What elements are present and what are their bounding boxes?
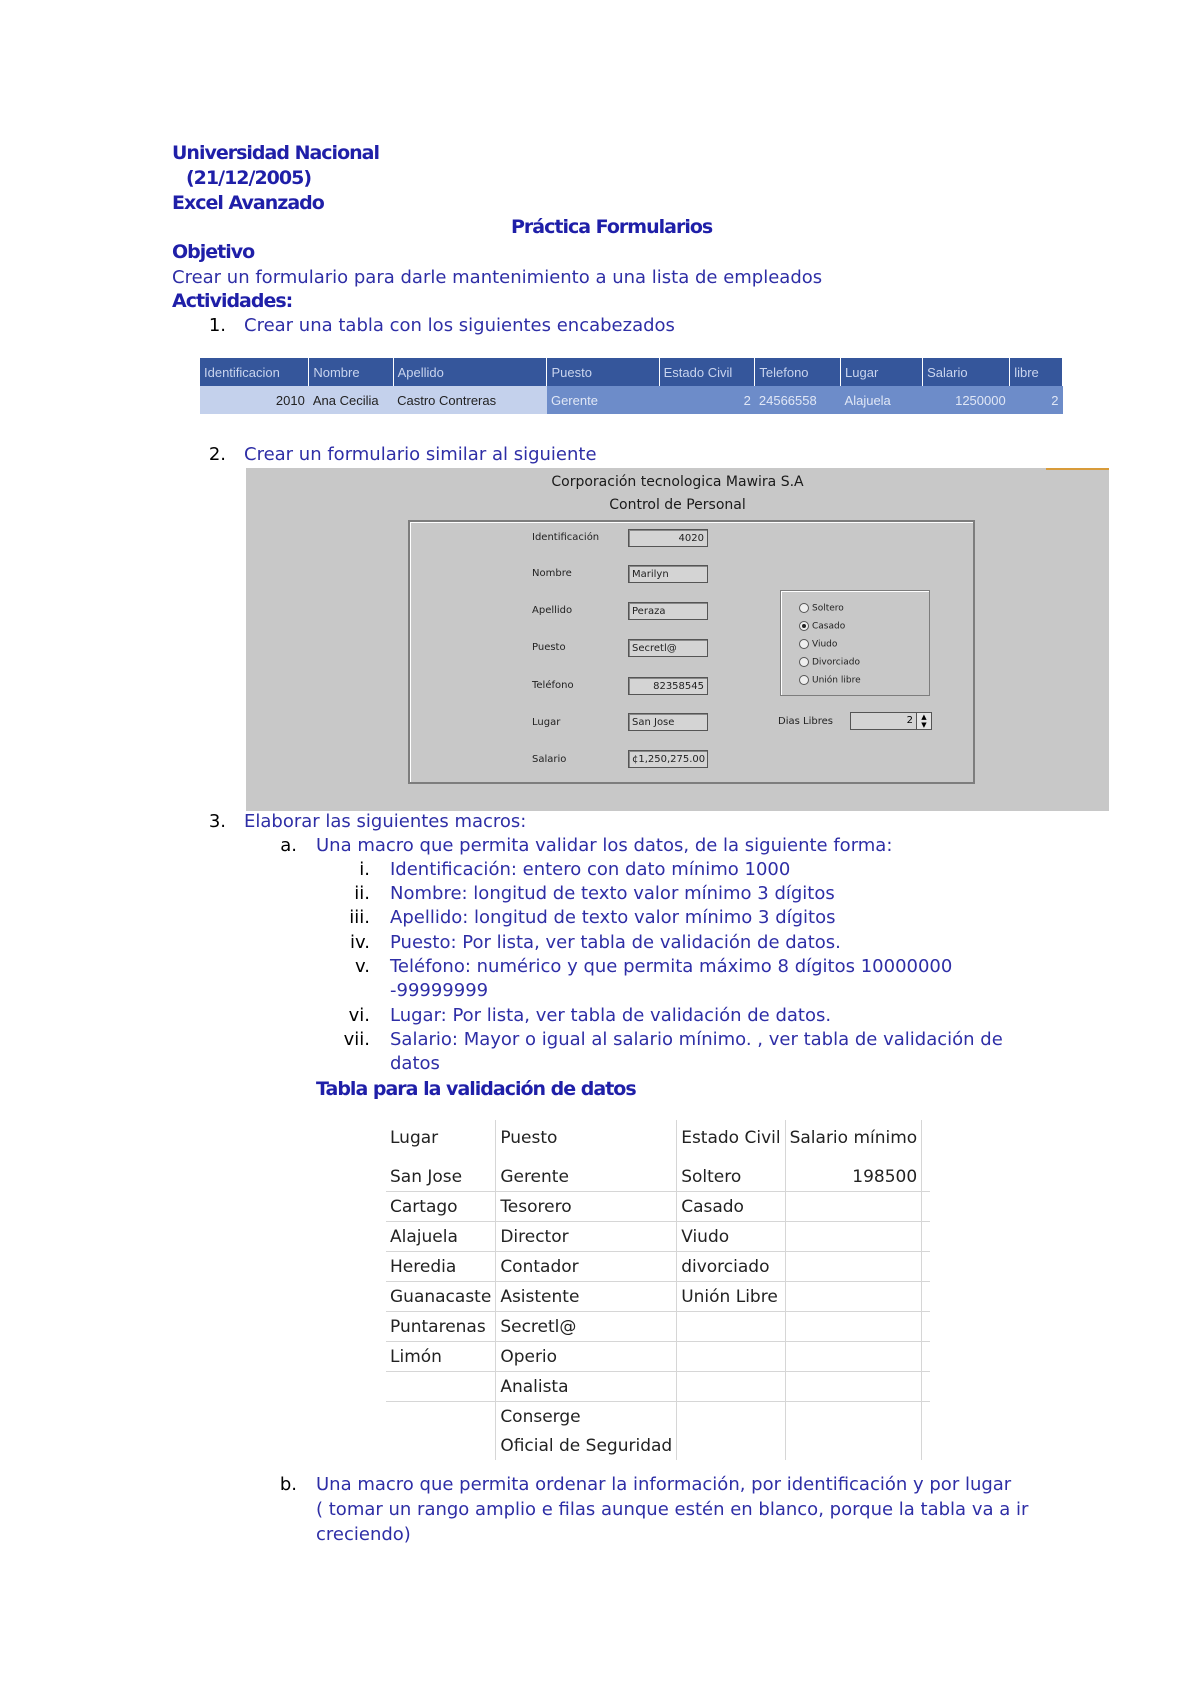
rule-apellido: Apellido: longitud de texto valor mínimo 3 dígitos	[390, 907, 836, 928]
table-row	[386, 1312, 930, 1342]
form-company-title: Corporación tecnologica Mawira S.A	[551, 474, 804, 490]
table-cell	[677, 1342, 785, 1372]
table-cell: Heredia	[386, 1252, 496, 1282]
table-cell	[785, 1252, 922, 1282]
table-cell	[677, 1431, 785, 1460]
course-name: Excel Avanzado	[172, 192, 324, 214]
table-header-row	[200, 358, 1063, 386]
form-label-telefono: Teléfono	[532, 680, 574, 691]
table-header-cell	[922, 1120, 931, 1156]
macro-a-text: Una macro que permita validar los datos, de la siguiente forma:	[316, 835, 893, 856]
rule-telefono: Teléfono: numérico y que permita máximo 8 dígitos 10000000	[390, 956, 953, 977]
form-label-lugar: Lugar	[532, 717, 561, 728]
activity-1-text: Crear una tabla con los siguientes encabezados	[244, 315, 675, 336]
table-cell: 1250000	[923, 386, 1010, 414]
spinner-arrows-icon[interactable]: ▲ ▼	[916, 713, 931, 729]
radio-casado[interactable]	[799, 621, 845, 632]
table-cell	[677, 1372, 785, 1402]
macro-b-line3: creciendo)	[316, 1524, 411, 1545]
table-row	[386, 1192, 930, 1222]
list-marker: 1.	[208, 315, 226, 336]
dias-libres-value: 2	[906, 715, 913, 726]
table-cell: Analista	[496, 1372, 677, 1402]
table-header-cell: Puesto	[496, 1120, 677, 1156]
rule-salario-cont: datos	[390, 1053, 440, 1074]
objective-heading: Objetivo	[172, 241, 255, 263]
list-marker: a.	[280, 835, 297, 856]
activity-3-text: Elaborar las siguientes macros:	[244, 811, 527, 832]
form-label-puesto: Puesto	[532, 642, 566, 653]
puesto-input[interactable]: Secretl@	[628, 639, 708, 657]
table-header-cell: Nombre	[309, 358, 393, 386]
table-cell: Secretl@	[496, 1312, 677, 1342]
table-cell	[677, 1312, 785, 1342]
list-marker: 3.	[208, 811, 226, 832]
table-cell: Viudo	[677, 1222, 785, 1252]
table-cell	[386, 1431, 496, 1460]
table-cell: Limón	[386, 1342, 496, 1372]
dias-libres-spinner[interactable]	[850, 712, 932, 730]
radio-label: Soltero	[812, 603, 844, 614]
table-cell	[386, 1372, 496, 1402]
form-label-nombre: Nombre	[532, 568, 572, 579]
table-cell	[785, 1402, 922, 1432]
rule-puesto: Puesto: Por lista, ver tabla de validación de datos.	[390, 932, 841, 953]
rule-identificacion: Identificación: entero con dato mínimo 1000	[390, 859, 791, 880]
rule-lugar: Lugar: Por lista, ver tabla de validación de datos.	[390, 1005, 832, 1026]
radio-circle-icon	[799, 657, 809, 667]
table-row	[386, 1222, 930, 1252]
form-label-apellido: Apellido	[532, 605, 573, 616]
apellido-input[interactable]: Peraza	[628, 602, 708, 620]
rule-telefono-cont: -99999999	[390, 980, 489, 1001]
table-cell: 2	[1010, 386, 1063, 414]
list-marker: iv.	[350, 932, 370, 953]
estado-civil-group	[780, 590, 930, 696]
list-marker: vi.	[348, 1005, 370, 1026]
table-header-cell: Puesto	[547, 358, 659, 386]
list-marker: b.	[279, 1474, 297, 1495]
table-cell: San Jose	[386, 1156, 496, 1192]
table-cell	[677, 1402, 785, 1432]
table-cell: Tesorero	[496, 1192, 677, 1222]
employee-header-table	[200, 358, 1063, 414]
table-cell	[922, 1156, 931, 1192]
table-cell	[785, 1282, 922, 1312]
macro-b-line2: ( tomar un rango amplio e filas aunque estén en blanco, porque la tabla va a ir	[316, 1499, 1029, 1520]
radio-selected-icon	[799, 621, 809, 631]
table-cell: 198500	[785, 1156, 922, 1192]
radio-label: Unión libre	[812, 675, 861, 686]
radio-label: Viudo	[812, 639, 838, 650]
activities-heading: Actividades:	[172, 290, 293, 312]
table-cell	[922, 1312, 931, 1342]
table-cell: Director	[496, 1222, 677, 1252]
table-cell: 2010	[200, 386, 309, 414]
table-cell: Guanacaste	[386, 1282, 496, 1312]
lugar-input[interactable]: San Jose	[628, 713, 708, 731]
table-header-cell: Estado Civil	[659, 358, 755, 386]
university-name: Universidad Nacional	[172, 142, 379, 164]
page-title: Práctica Formularios	[511, 216, 713, 238]
list-marker: vii.	[343, 1029, 370, 1050]
list-marker: ii.	[354, 883, 370, 904]
validation-table	[386, 1120, 930, 1460]
table-cell	[785, 1431, 922, 1460]
table-cell	[922, 1252, 931, 1282]
table-cell: Alajuela	[386, 1222, 496, 1252]
nombre-input[interactable]: Marilyn	[628, 565, 708, 583]
table-cell: Cartago	[386, 1192, 496, 1222]
table-cell: Gerente	[547, 386, 659, 414]
table-cell: Gerente	[496, 1156, 677, 1192]
table-cell	[785, 1342, 922, 1372]
table-header-cell: Lugar	[386, 1120, 496, 1156]
table-header-cell: Apellido	[393, 358, 547, 386]
salario-input[interactable]: ¢1,250,275.00	[628, 750, 708, 768]
table-cell	[386, 1402, 496, 1432]
table-row	[200, 386, 1063, 414]
table-cell	[922, 1342, 931, 1372]
table-cell	[785, 1312, 922, 1342]
table-header-row	[386, 1120, 930, 1156]
table-cell	[922, 1372, 931, 1402]
list-marker: v.	[355, 956, 370, 977]
table-row	[386, 1282, 930, 1312]
radio-divorciado[interactable]	[799, 657, 860, 668]
identificacion-input[interactable]: 4020	[628, 529, 708, 547]
table-cell: Conserge	[496, 1402, 677, 1432]
table-cell	[922, 1192, 931, 1222]
table-cell: Unión Libre	[677, 1282, 785, 1312]
form-label-salario: Salario	[532, 754, 567, 765]
table-cell	[922, 1222, 931, 1252]
table-header-cell: Lugar	[841, 358, 923, 386]
table-cell: Puntarenas	[386, 1312, 496, 1342]
table-cell: 24566558	[755, 386, 841, 414]
table-header-cell: Estado Civil	[677, 1120, 785, 1156]
table-row	[386, 1402, 930, 1432]
radio-soltero[interactable]	[799, 603, 844, 614]
radio-label: Divorciado	[812, 657, 860, 668]
table-header-cell: Salario	[923, 358, 1010, 386]
radio-union-libre[interactable]	[799, 675, 861, 686]
radio-viudo[interactable]	[799, 639, 837, 650]
radio-circle-icon	[799, 603, 809, 613]
table-row	[386, 1156, 930, 1192]
table-cell	[785, 1192, 922, 1222]
list-marker: i.	[359, 859, 370, 880]
objective-text: Crear un formulario para darle mantenimiento a una lista de empleados	[172, 267, 823, 288]
rule-nombre: Nombre: longitud de texto valor mínimo 3 dígitos	[390, 883, 835, 904]
table-cell	[922, 1431, 931, 1460]
table-header-cell: Salario mínimo	[785, 1120, 922, 1156]
table-cell: Asistente	[496, 1282, 677, 1312]
macro-b-line1: Una macro que permita ordenar la información, por identificación y por lugar	[316, 1474, 1012, 1495]
table-row	[386, 1342, 930, 1372]
table-cell	[922, 1282, 931, 1312]
table-cell: Oficial de Seguridad	[496, 1431, 677, 1460]
form-subtitle: Control de Personal	[609, 497, 746, 513]
table-cell	[785, 1372, 922, 1402]
table-header-cell: Identificacion	[200, 358, 309, 386]
table-cell: Soltero	[677, 1156, 785, 1192]
table-cell	[922, 1402, 931, 1432]
table-cell: Ana Cecilia	[309, 386, 393, 414]
table-row	[386, 1372, 930, 1402]
table-cell: Castro Contreras	[393, 386, 547, 414]
telefono-input[interactable]: 82358545	[628, 677, 708, 695]
radio-circle-icon	[799, 675, 809, 685]
rule-salario: Salario: Mayor o igual al salario mínimo. , ver tabla de validación de	[390, 1029, 1003, 1050]
list-marker: 2.	[208, 444, 226, 465]
table-cell: Alajuela	[841, 386, 923, 414]
radio-label: Casado	[812, 621, 846, 632]
table-row	[386, 1431, 930, 1460]
validation-table-heading: Tabla para la validación de datos	[316, 1078, 636, 1100]
table-cell: Operio	[496, 1342, 677, 1372]
table-cell: 2	[659, 386, 755, 414]
form-label-identificacion: Identificación	[532, 532, 600, 543]
radio-circle-icon	[799, 639, 809, 649]
table-header-cell: Telefono	[755, 358, 841, 386]
table-row	[386, 1252, 930, 1282]
table-cell: Casado	[677, 1192, 785, 1222]
table-cell: divorciado	[677, 1252, 785, 1282]
dias-libres-label: Dias Libres	[778, 716, 833, 727]
accent-line	[1046, 468, 1109, 470]
list-marker: iii.	[349, 907, 370, 928]
table-cell: Contador	[496, 1252, 677, 1282]
table-cell	[785, 1222, 922, 1252]
activity-2-text: Crear un formulario similar al siguiente	[244, 444, 597, 465]
document-date: (21/12/2005)	[186, 167, 312, 189]
table-header-cell: libre	[1010, 358, 1063, 386]
